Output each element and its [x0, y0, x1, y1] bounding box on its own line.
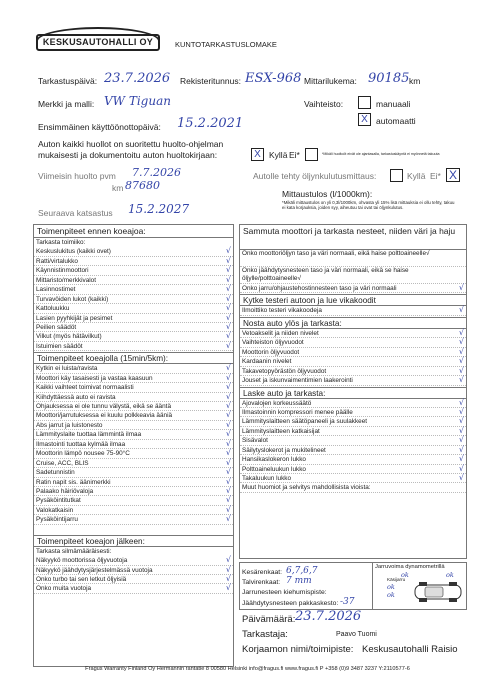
check-item-label: Lämmityslaitteen säätöpaneeli ja suulakkeet: [242, 418, 368, 426]
tester-no-checkbox[interactable]: X: [446, 168, 460, 182]
last-service-label: Viimeisin huolto pvm: [38, 171, 116, 181]
checkmark-icon: √: [225, 331, 231, 341]
check-item[interactable]: [240, 446, 466, 455]
checkmark-icon: √: [225, 382, 231, 392]
form-title: KUNTOTARKASTUSLOMAKE: [175, 40, 277, 49]
dyno-front-right: ok: [446, 571, 454, 579]
checkmark-icon: √: [225, 564, 231, 574]
check-item[interactable]: [240, 284, 466, 293]
check-item[interactable]: [34, 430, 233, 439]
check-item-label: Keskuslukitus (kaikki ovet): [36, 248, 111, 256]
inspector-name: Paavo Tuomi: [336, 631, 377, 638]
check-item-label: Vilkut (myös hätävilkut): [36, 333, 102, 341]
checkmark-icon: √: [225, 457, 231, 467]
section-fluids-title: Sammuta moottori ja tarkasta nesteet, niiden väri ja haju: [240, 225, 466, 250]
service-no-label: Ei*: [289, 150, 300, 160]
checkmark-icon: √: [458, 305, 464, 315]
check-item-label: Muut huomiot ja selvitys mahdollisista vioista:: [242, 484, 371, 492]
dyno-label: Jarruvoima dynamometrillä: [375, 564, 445, 570]
workshop-value: Keskusautohalli Raisio: [362, 644, 458, 655]
check-item-label: Onko jarru/ohjaustehostinnesteen taso ja väri normaali: [242, 285, 397, 292]
manual-checkbox[interactable]: [358, 96, 371, 109]
check-item[interactable]: [34, 342, 233, 351]
check-item[interactable]: [34, 449, 233, 458]
check-item-label: Näkyykö jäähdytysjärjestelmässä vuotoja: [36, 566, 153, 574]
consumption-note-2: ei kata korjauksia, joiden syy, aiheutuu tai ovat tai öljynkulutus.: [282, 205, 404, 210]
gearbox-label: Vaihteisto:: [304, 99, 344, 109]
check-item[interactable]: [34, 364, 233, 373]
checkmark-icon: √: [225, 265, 231, 275]
check-item-label: Vaihteiston öljyvuodot: [242, 339, 304, 347]
check-item-label: Lämmityslaite tuottaa lämmintä ilmaa: [36, 431, 142, 439]
first-reg-label: Ensimmäinen käyttöönottopäivä:: [38, 122, 161, 132]
service-question-2: mukaisesti ja dokumentoitu auton huoltokirjaan:: [38, 150, 218, 160]
consumption-note-1: *Mikäli mittaustulos on yli 0,3l/1000km, ohvasta yli 15% lisä mittauksia ei ollu tehty, takuu: [282, 200, 455, 205]
check-item-label: Lasinnostimet: [36, 286, 76, 294]
check-item-label: Ratti/virtalukko: [36, 257, 78, 265]
right-checklist: [239, 224, 467, 559]
check-item[interactable]: [240, 427, 466, 436]
last-service-km: 87680: [125, 179, 160, 192]
checkmark-icon: √: [225, 467, 231, 477]
check-item[interactable]: [34, 374, 233, 383]
check-item-label: Kaikki vaihteet toimivat normaalisti: [36, 384, 134, 392]
check-item[interactable]: [34, 332, 233, 341]
check-item-label: Moottorin lämpö nousee 75-90°C: [36, 450, 130, 458]
car-topview-icon: [411, 581, 465, 603]
check-item[interactable]: [240, 367, 466, 376]
winter-tires-value: 7 mm: [286, 576, 312, 586]
inspection-date-value: 23.7.2026: [104, 71, 171, 86]
check-item[interactable]: [34, 323, 233, 332]
service-yes-label: Kyllä: [269, 150, 288, 160]
visual-check-sub-heading: Tarkasta silmämääräisesti:: [36, 547, 112, 555]
check-item-label: Palaako häiriövaloja: [36, 487, 94, 495]
check-item-label: Ajovalojen korkeussäätö: [242, 399, 312, 407]
mileage-label: Mittarilukema:: [304, 76, 357, 86]
check-item-label: Ohjauksessa ei ole tunnu välystä, eikä se ääntä: [36, 403, 171, 410]
check-item-label: Moottori/jarrutuksessa ei kuulu polkkeavia ääniä: [36, 412, 173, 420]
last-service-km-label: km: [112, 183, 124, 193]
checkmark-icon: √: [458, 365, 464, 375]
tire-fluid-box: [239, 562, 467, 610]
check-item-label: Takavetopyörästön öljyvuodot: [242, 367, 327, 375]
tester-yes-checkbox[interactable]: [390, 169, 403, 182]
checkmark-icon: √: [225, 429, 231, 439]
checkmark-icon: √: [458, 356, 464, 366]
check-item[interactable]: [34, 515, 233, 524]
checkmark-icon: √: [426, 250, 430, 257]
summer-tires-label: Kesärenkaat:: [242, 569, 283, 576]
check-item[interactable]: [34, 566, 233, 575]
checkmark-icon: √: [458, 375, 464, 385]
section-lower-title: Laske auto ja tarkasta:: [240, 387, 466, 399]
check-item-label: Onko jäähdytysnesteen taso ja väri normaali, eikä se haise öljylle/polttoaineelle: [242, 267, 409, 282]
handbrake-ok-1: ok: [387, 583, 395, 591]
service-question-1: Auton kaikki huollot on suoritettu huolto-ohjelman: [38, 139, 224, 149]
check-item[interactable]: [34, 285, 233, 294]
checkmark-icon: √: [225, 274, 231, 284]
checkmark-icon: √: [225, 303, 231, 313]
check-item-label: Onko moottoriöljyn taso ja väri normaali, eikä haise polttoaineelle: [242, 250, 427, 257]
check-item-label: Lämmityslaitteen katkaisijat: [242, 427, 320, 435]
sign-date-label: Päivämäärä:: [242, 614, 296, 625]
first-reg-value: 15.2.2021: [177, 116, 244, 131]
check-item-label: Jouset ja iskunvaimentimien laakerointi: [242, 377, 353, 385]
check-item[interactable]: [240, 483, 466, 492]
checkmark-icon: √: [225, 448, 231, 458]
checkmark-icon: √: [225, 284, 231, 294]
check-item-label: Ilmastoinnin kompressori menee päälle: [242, 408, 353, 416]
check-item[interactable]: [34, 276, 233, 285]
check-item-label: Moottori käy tasaisesti ja vastaa kaasuun: [36, 374, 153, 382]
checkmark-icon: √: [225, 246, 231, 256]
check-item[interactable]: [34, 247, 233, 256]
service-no-checkbox[interactable]: [305, 148, 318, 161]
check-item-label: Ilmoittiko testeri vikakoodeja: [242, 307, 322, 315]
checkmark-icon: √: [458, 406, 464, 416]
check-item-label: Kiihdyttäessä auto ei ravista: [36, 393, 116, 401]
check-sub-heading: Tarkasta toimiiko:: [36, 239, 86, 246]
check-item[interactable]: [34, 314, 233, 323]
check-item-label: Onko turbo tai sen letkut öljyisiä: [36, 576, 127, 583]
checkmark-icon: √: [225, 391, 231, 401]
plate-value: ESX-968: [245, 71, 302, 86]
next-inspection-date: 15.2.2027: [128, 202, 190, 216]
check-item[interactable]: [34, 556, 233, 565]
section-before-drive-title: Toimenpiteet ennen koeajoa:: [34, 225, 233, 238]
make-value: VW Tiguan: [104, 94, 171, 108]
check-item[interactable]: [34, 506, 233, 515]
checkmark-icon: √: [225, 438, 231, 448]
section-after-drive-title: Toimenpiteet koeajon jälkeen:: [34, 535, 233, 547]
tester-question: Autolle tehty öljynkulutusmittaus:: [253, 171, 377, 181]
check-item[interactable]: [240, 348, 466, 357]
checkmark-icon: √: [225, 410, 231, 420]
check-item-label: Istuimien säädöt: [36, 342, 83, 350]
check-item-label: Käynnistinmoottori: [36, 267, 89, 275]
check-item-label: Valokatkaisin: [36, 506, 74, 514]
manual-label: manuaali: [376, 99, 411, 109]
inspector-label: Tarkastaja:: [242, 629, 288, 640]
section-tester-title: Kytke testeri autoon ja lue vikakoodit: [240, 294, 466, 306]
brake-fluid-label: Jarrunesteen kiehumispiste:: [242, 589, 327, 596]
last-service-date: 7.7.2026: [132, 166, 181, 179]
checkmark-icon: √: [458, 397, 464, 407]
check-item[interactable]: [34, 304, 233, 313]
summer-tires-value: 6,7,6,7: [286, 566, 318, 576]
check-item-label: Kytkin ei luista/ravista: [36, 365, 98, 373]
check-item-label: Peilien säädöt: [36, 323, 77, 331]
check-item[interactable]: [240, 329, 466, 338]
checkmark-icon: √: [225, 372, 231, 382]
check-item[interactable]: [34, 468, 233, 477]
check-item-label: Kattoluukku: [36, 305, 70, 313]
checkmark-icon: √: [458, 444, 464, 454]
checkmark-icon: √: [225, 514, 231, 524]
check-item[interactable]: [240, 474, 466, 483]
check-item[interactable]: [240, 408, 466, 417]
left-checklist: [33, 224, 234, 667]
next-inspection-label: Seuraava katsastus: [38, 208, 113, 218]
check-item-label: Ilmastointi tuottaa kylmää ilmaa: [36, 440, 126, 448]
check-item[interactable]: [34, 459, 233, 468]
check-item[interactable]: [34, 257, 233, 266]
check-item-label: Lasien pyyhkijät ja pesimet: [36, 314, 113, 322]
check-item[interactable]: [240, 306, 466, 315]
check-item[interactable]: [240, 417, 466, 426]
check-item[interactable]: [240, 465, 466, 474]
checkmark-icon: √: [297, 275, 301, 282]
checkmark-icon: √: [225, 574, 231, 583]
checkmark-icon: √: [225, 476, 231, 486]
checkmark-icon: √: [458, 473, 464, 482]
coolant-label: Jäähdytysnesteen pakkaskesto:: [242, 600, 339, 607]
company-logo: KESKUSAUTOHALLI OY: [36, 34, 160, 51]
check-item-label: Takaluukun lukko: [242, 475, 292, 482]
checkmark-icon: √: [225, 340, 231, 350]
consumption-label: Mittaustulos (l/1000km):: [282, 189, 373, 199]
check-item[interactable]: [34, 421, 233, 430]
check-item[interactable]: [34, 411, 233, 420]
dyno-front-left: ok: [401, 571, 409, 579]
service-yes-checkbox[interactable]: X: [251, 148, 264, 161]
footer-text: Fragus Warranty Finland Oy Hermannin rantatie 8 00580 Helsinki info@fragus.fi www.fragus.fi P +358 (0)9 3487 3237 Y:2110577-6: [85, 666, 410, 672]
check-item[interactable]: [34, 440, 233, 449]
tester-no-label: Ei*: [430, 171, 441, 181]
handbrake-label: Käsijarru: [387, 577, 406, 582]
check-item-label: Mittaristo/merkkivalot: [36, 276, 97, 284]
sign-date-value: 23.7.2026: [295, 609, 362, 624]
check-item-label: Sadetunnistin: [36, 469, 75, 477]
check-item[interactable]: [34, 383, 233, 392]
automatic-checkbox[interactable]: X: [358, 113, 371, 126]
mileage-unit: km: [409, 76, 421, 86]
inspection-date-label: Tarkastuspäivä:: [38, 76, 98, 86]
checkmark-icon: √: [458, 283, 464, 292]
check-item[interactable]: [240, 357, 466, 366]
check-item[interactable]: [240, 338, 466, 347]
check-item[interactable]: [34, 584, 233, 593]
check-item[interactable]: [34, 295, 233, 304]
coolant-value: -37: [340, 597, 355, 607]
checkmark-icon: √: [225, 504, 231, 514]
check-item-label: Polttoaineluukun lukko: [242, 465, 306, 473]
check-item[interactable]: [240, 436, 466, 445]
checkmark-icon: √: [458, 463, 464, 473]
tester-yes-label: Kyllä: [407, 171, 426, 181]
checkmark-icon: √: [458, 425, 464, 435]
check-item[interactable]: [240, 455, 466, 464]
check-item-label: Näkyykö moottorissa öljyvuotoja: [36, 557, 128, 565]
check-item-label: Cruise, ACC, BLIS: [36, 459, 89, 467]
checkmark-icon: √: [225, 485, 231, 495]
checkmark-icon: √: [458, 454, 464, 464]
service-note: *Mikäli huoltoöt eivät ole ajantasalla, tarkastuskäyntä ei myönnetä takuuta: [322, 152, 440, 156]
check-item[interactable]: [240, 376, 466, 385]
checkmark-icon: √: [458, 435, 464, 445]
checkmark-icon: √: [225, 583, 231, 593]
check-item[interactable]: [240, 250, 466, 267]
dyno-box: [372, 563, 467, 610]
check-item-label: Ratin napit sis. äänimerkki: [36, 478, 111, 486]
automatic-label: automaatti: [376, 116, 416, 126]
check-item-label: Abs jarrut ja luistonesto: [36, 421, 103, 429]
checkmark-icon: √: [225, 419, 231, 429]
check-item[interactable]: [34, 266, 233, 275]
plate-label: Rekisteritunnus:: [180, 76, 241, 86]
checkmark-icon: √: [225, 312, 231, 322]
check-item[interactable]: [34, 496, 233, 505]
check-item-label: Vetoakselit ja niiden nivelet: [242, 329, 319, 337]
check-item[interactable]: [240, 399, 466, 408]
check-item-label: Turvavöiden lukot (kaikki): [36, 295, 109, 303]
check-item[interactable]: [34, 575, 233, 584]
check-item[interactable]: [34, 402, 233, 411]
workshop-label: Korjaamon nimi/toimipiste:: [242, 644, 354, 655]
check-item-label: Onko muita vuotoja: [36, 585, 92, 593]
checkmark-icon: √: [458, 416, 464, 426]
checkmark-icon: √: [458, 346, 464, 356]
checkmark-icon: √: [225, 555, 231, 565]
checkmark-icon: √: [225, 401, 231, 410]
checkmark-icon: √: [458, 337, 464, 347]
mileage-value: 90185: [368, 71, 410, 86]
checkmark-icon: √: [225, 321, 231, 331]
handbrake-ok-2: ok: [387, 591, 395, 599]
check-item-label: Pysäköintijarru: [36, 516, 78, 524]
section-lift-title: Nosta auto ylös ja tarkasta:: [240, 317, 466, 329]
winter-tires-label: Talvirenkaat:: [242, 579, 281, 586]
check-item[interactable]: [240, 267, 466, 284]
check-item[interactable]: [34, 487, 233, 496]
checkmark-icon: √: [225, 363, 231, 373]
check-item-label: Moottorin öljyvuodot: [242, 348, 300, 356]
check-item-label: Pysäköintitutkat: [36, 497, 81, 505]
checkmark-icon: √: [225, 293, 231, 303]
check-item[interactable]: [34, 393, 233, 402]
checkmark-icon: √: [458, 327, 464, 337]
checkmark-icon: √: [225, 495, 231, 505]
check-item[interactable]: [34, 478, 233, 487]
check-item-label: Hansikaslokeron lukko: [242, 456, 306, 464]
check-item-label: Sisävalot: [242, 437, 268, 445]
make-label: Merkki ja malli:: [38, 99, 95, 109]
section-test-drive-title: Toimenpiteet koeajolla (15min/5km):: [34, 352, 233, 364]
check-item-label: Säilytyslokerot ja mukitelineet: [242, 446, 326, 454]
checkmark-icon: √: [225, 255, 231, 265]
check-item-label: Kardaanin nivelet: [242, 358, 292, 366]
